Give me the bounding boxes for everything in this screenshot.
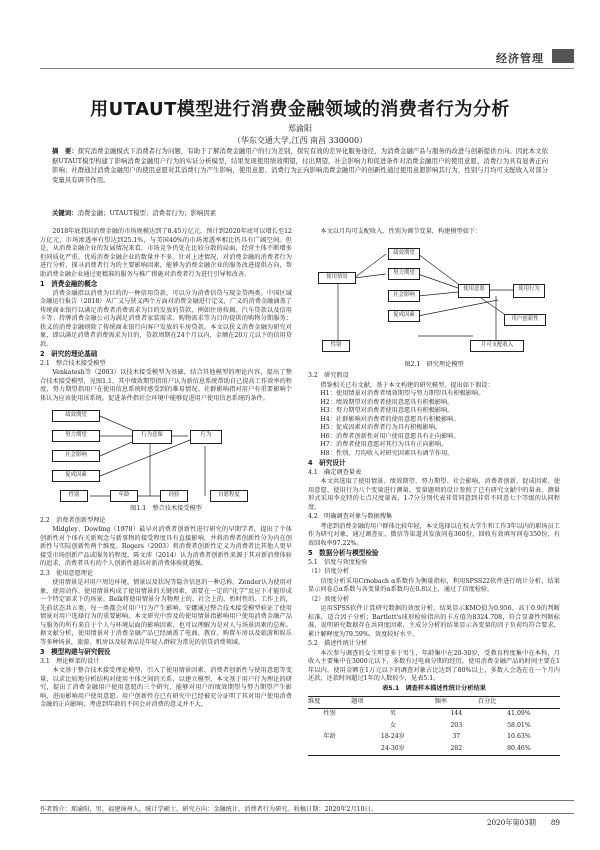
table-row: [308, 720, 560, 732]
box-behavior: 行为: [190, 430, 222, 444]
table-header: 频率: [435, 697, 478, 709]
right-column: [308, 228, 560, 756]
abstract: [52, 147, 548, 185]
footer-rule: [40, 813, 574, 814]
box-experience: 经验: [160, 490, 188, 502]
section-label: 经济管理: [496, 52, 544, 65]
subsection-heading: 3.2 研究假设: [308, 372, 349, 379]
box-usage-scenario: 使用情景: [318, 272, 356, 284]
figure-caption: 图1.1 整合技术接受模型: [130, 505, 202, 512]
box-facilitating: 促成因素: [388, 310, 420, 322]
affiliation: （华东交通大学,江西 南昌 330000）: [232, 136, 368, 145]
box-facilitating: 促成因素: [52, 470, 100, 482]
hypothesis-list: [308, 390, 560, 458]
subsection-heading: 2.1 整合技术接受模型: [40, 359, 106, 367]
page-number: 89: [550, 818, 560, 827]
author: 郑渝阳: [288, 124, 312, 133]
table-cell: 男: [389, 710, 396, 717]
box-intention: 行为意图: [132, 430, 172, 444]
subsection-heading: （2）效度分析: [308, 595, 350, 603]
figure-utaut: [40, 406, 292, 502]
table-cell: 144: [450, 710, 463, 717]
figure-caption: 图2.1 研究理论模型: [404, 360, 464, 368]
box-effort: 努力期望: [388, 268, 420, 280]
subsection-heading: 4.1 确定调查量表: [308, 468, 362, 476]
subsection-heading: 4.2 明确调查对象与数据搜集: [308, 513, 393, 520]
table-cell: 性别: [323, 710, 336, 717]
keywords-label: 关键词：: [52, 209, 78, 217]
subsection-heading: 5.2 描述性统计分析: [308, 640, 368, 647]
hypothesis: H4：社群影响对消费者的使用意愿具有积极影响。: [320, 415, 460, 423]
box-social: 社会影响: [52, 450, 100, 462]
abstract-text: 探究消费金融模式下消费者行为问题，有助于了解消费金融用户的行为差别，探究有效的差异化服务途径，为消费金融产品与服务的改进与创新提供方向。因此本文依据UTAUT模型构建了影响消费金融用户行为的实证分析模型，结果发现使用绩效期望，付出期望，社会影响力和促进条件对消费金融用户的使用意愿、消费行为具有显著正向影响；社群通过消费金融用户的使用意愿对其消费行为产生影响，使用意愿、消费行为正向影响消费金融用户的创新性通过使用意愿影响其行为，性别与月均可支配收入对部分变量具有调节作用。: [52, 147, 549, 184]
paragraph: 本次参与调查的女生明显多于男生，年龄集中在20-30岁，受教育程度集中在本科，月收入主要集中在3000元以下，多数有过电商分期的经历，使用消费金融产品的时间主要在1年以内，使用金额在1万元以下的调查对象占比达到了80%以上，多数人会选在在一个月内还款，还款时间超过1年的人数较少，见表5.1。: [308, 649, 560, 682]
box-usage-behavior: 使用行为: [513, 284, 545, 298]
table-header: 维度: [308, 697, 351, 709]
intro-paragraph: 2018年底我国消费金融的市场规模达到了8.45万亿元，预计到2020年底可以增长至12万亿元，市场渗透率有望达到25.1%，与美国40%的市场渗透率相比仍具有广阔空间。但是，从消费金融企业的发展情况来看，市场竞争仍处在比较分散的局面，经营主体不断增多但同质化严重，优质消费金融企业的数量并不多。针对上述情况，对消费金融的消费者行为进行分析，探寻消费者行为的主要影响因素，能够为消费金融企业的服务改进提供方向，帮助消费金融企业通过更精准的服务与推广措施对消费者行为进行引导和改善。: [40, 228, 292, 278]
table-row: [308, 743, 560, 755]
table-cell: 10.63%: [507, 733, 531, 740]
abstract-label: 摘 要：: [52, 147, 78, 155]
author-note: 作者简介：郑渝阳，男，福建漳州人，统计学硕士，研究方向：金融统计、消费者行为研究。收稿日期：2020年2月10日。: [40, 800, 574, 813]
paragraph: 信度分析采用Crnobach α系数作为衡量指标，利用SPSS22软件进行统计分析，结果显示问卷总α系数与各变量的α系数均在0.8以上，通过了信度检验。: [308, 577, 560, 593]
table-header: 题项: [351, 697, 435, 709]
paragraph: 借鉴相关已有文献，基于本文构建的研究模型，提出如下假设：: [320, 381, 494, 389]
box-voluntariness: 自愿程度: [210, 490, 248, 502]
table-cell: [308, 743, 351, 755]
table-cell: [308, 720, 351, 732]
table-cell: 24-30岁: [351, 743, 435, 755]
table-caption: 表5.1 调查样本描述性统计分析结果: [382, 684, 486, 692]
section-heading: 5 数据分析与模型检验: [308, 549, 379, 557]
subsection-heading: 2.3 使用意愿理论: [40, 569, 94, 577]
table-cell: 58.01%: [507, 721, 531, 729]
table-row: [308, 708, 560, 720]
page-header: [0, 0, 600, 70]
paragraph: 本文基于整合技术接受理论模型，引入了使用情景因素、消费者创新性与使用意愿等变量，以求比较地分析结构对使用主体之间的关系，以建立模型，本文基于用户行为理论的研究，提出了消费金融用户使用意愿的三个研究，能够对用户的绩效期望与努力期望产生影响，进而影响用户使用意愿。用户创新性在已有研究中已经被充分证明了其对用户使用消费金融的正向影响；考虑到年龄的不同会对消费的意义并不大，: [40, 667, 292, 708]
box-performance: 绩效期望: [52, 410, 100, 422]
box-income: 月可支配收入: [470, 340, 524, 352]
subsection-heading: （1）信度分析: [308, 568, 350, 575]
table-cell: 女: [389, 721, 396, 729]
table-cell: 282: [435, 743, 478, 755]
issue-label: 2020年第03期: [486, 818, 536, 827]
figure-research-model: [308, 240, 560, 358]
box-social: 社会影响: [388, 290, 420, 302]
box-performance: 绩效期望: [388, 248, 420, 260]
paragraph: 运用SPSS软件计算研究数据的效度分析，结果显示KMO值为0.956，高于0.9的判断标准，适合因子分析；Bartlett's球形检验指出的卡方值为8324.708，符合显著性判断标准，说明研究数据存在共同度因素，主成分分析的结果显示各变量的因子负荷均符合要求，累计解释度为79.59%，效度较好水平。: [308, 605, 560, 638]
box-innovativeness: 用户创新性: [504, 314, 546, 326]
box-gender: 性别: [322, 340, 350, 352]
table-header: 百分比: [478, 697, 560, 709]
hypothesis: H1：使用情景对消费者绩效期望与努力期望具有积极影响。: [320, 390, 485, 397]
table-cell: 18-24岁: [380, 733, 405, 740]
section-heading: 4 研究设计: [308, 459, 346, 467]
box-age: 年龄: [110, 490, 138, 502]
paragraph: 使用情景是对用户周边环境、情景以及状况等隐含信息的一种总称。Zender认为使用对象、使用动作、使用情景构成了使用情景的关键因素，需要在一定的“化学”反应下才能形成一个特定需求下的场景。Belk将使用情景分为物理上的、社会上的、暂时性的、工作上的，先前状态共五类，每一类都会对用户行为产生影响。安娜通过整合技术接受模型验证了使用情景对用户选择行为的重要影响。本文研究中涉及的使用情景指影响用户使用消费金融产品与服务的所有来自于个人与环境层面的影响因素，也可以理解为是对人与场景因素的总称。据文献分析，使用情景对于消费金融产品已经涵盖了电商、教育、购置车房以及旅游和娱乐等多种场景，旅游、租房以及轻奢品是年轻人群较为常见的信贷消费领域。: [40, 579, 292, 646]
keywords-text: 消费金融；UTAUT模型；消费者行为；影响因素: [77, 209, 217, 217]
paragraph: Venkatesh等（2003）以技术接受模型为基础，结合其他模型的理论内容，提出了整合技术接受模型，见图1.1，其中绩效期望指用户认为新信息系统帮助自己提高工作效率的程度，努力期望指用户在使用信息系统时感受到的难易情况。社群影响指对用户有重要影响个体认为应该使用该系统。促进条件指社会环境中能够促进用户使用信息系统的条件。: [40, 369, 292, 402]
table-row: [308, 732, 560, 744]
paragraph: 考虑到消费金融的用户群体比较年轻，本文选择以在校大学生和工作3年以内的职场员工作为研究对象，通过调查征、微信等渠道共发放问卷360份，回收有效填写问卷350份，有效回收率97.22%。: [308, 522, 560, 547]
hypothesis: H7：消费者使用意愿对其行为具有正向影响。: [320, 441, 448, 448]
subsection-heading: 5.1 信度与效度检验: [308, 558, 368, 566]
table-cell: 37: [452, 733, 461, 740]
subsection-heading: 2.2 消费者创新型理论: [40, 516, 106, 524]
keywords: [52, 208, 548, 217]
subsection-heading: 3.1 理论框架的设计: [40, 657, 100, 665]
section-heading: 3 模型构建与研究假设: [40, 648, 111, 656]
hypothesis: H2：绩效期望对消费者使用意愿具有积极影响。: [320, 398, 454, 406]
hypothesis: H8：性别、月均收入对研究因素具有调节作用。: [320, 449, 454, 457]
hypothesis: H3：努力期望对消费者使用意愿具有积极影响。: [320, 407, 454, 414]
paragraph: 本文以月均可支配收入、性别为调节变量，构建模型如下：: [320, 228, 482, 235]
box-gender: 性别: [60, 490, 88, 502]
header-rule: [40, 68, 574, 69]
hypothesis: H5：促成因素对消费者行为具有积极影响。: [320, 424, 442, 431]
table-cell: 203: [450, 721, 463, 729]
section-heading: 1 消费金融的概念: [40, 280, 98, 288]
paper-title: 用UTAUT模型进行消费金融领域的消费者行为分析: [90, 99, 510, 120]
paragraph: 本文共选取了使用情景、绩效期望、努力期望、社会影响、消费者创新、促成因素、使用意愿、使用行为八个变量进行测量。变量题项的设计参照了已有研究文献中的量表，测量形式采用李克特的七点尺度量表，1-7分分别代表非常同意到非常不同意七个等级的认同程度。: [308, 478, 560, 511]
box-intention: 使用意愿: [458, 284, 490, 298]
paragraph: Midgley、Dowling（1978）最早对消费者创新性进行研究的早期学者，提出了个体创新性对个体有关新观念与新事物的接受程度具有直接影响，并将消费者创新性分为内在创新性与实际创新性两个维度。Rogers（2003）将消费者创新性定义为消费者比其他人更早接受市场创新产品或服务的程度。陈文沛（2014）认为消费者创新性来源于其对新消费体验的追求，消费者具有的个人创新性越高对新消费体验就越强。: [40, 526, 292, 567]
table-cell: 41.09%: [507, 710, 531, 717]
table-header-row: [308, 697, 560, 709]
stats-table: [308, 696, 560, 756]
hypothesis: H6：消费者创新性对用户使用意愿具有正向影响。: [320, 432, 460, 440]
box-effort: 努力期望: [52, 430, 100, 442]
section-heading: 2 研究的理论基础: [40, 350, 98, 358]
table-cell: 年龄: [323, 733, 336, 740]
section-marker: [552, 49, 574, 63]
table-cell: 80.46%: [478, 743, 560, 755]
paragraph: 消费金融指以消费为目的的一种信用贷款，可以分为消费信贷与现金贷两类。中国区域金融运行报告（2018）从广义与狭义两个方面对消费金融进行定义，广义的消费金融涵盖了传统商业银行以满足消费者消费需求为目的发放的贷款，例如住房按揭、汽车贷款以及信用卡等；持牌消费金融公司为满足消费者家装需求、购物需求等为目的提供的购物分期服务；狭义的消费金融则除了传统商业银行向客户发放的车房贷款。本文以狭义消费金融为研究对象，即以满足消费者消费需求为目的，贷款周期在24个月以内，金额在20万元以下的信用贷款。: [40, 289, 292, 348]
left-column: [40, 228, 292, 710]
